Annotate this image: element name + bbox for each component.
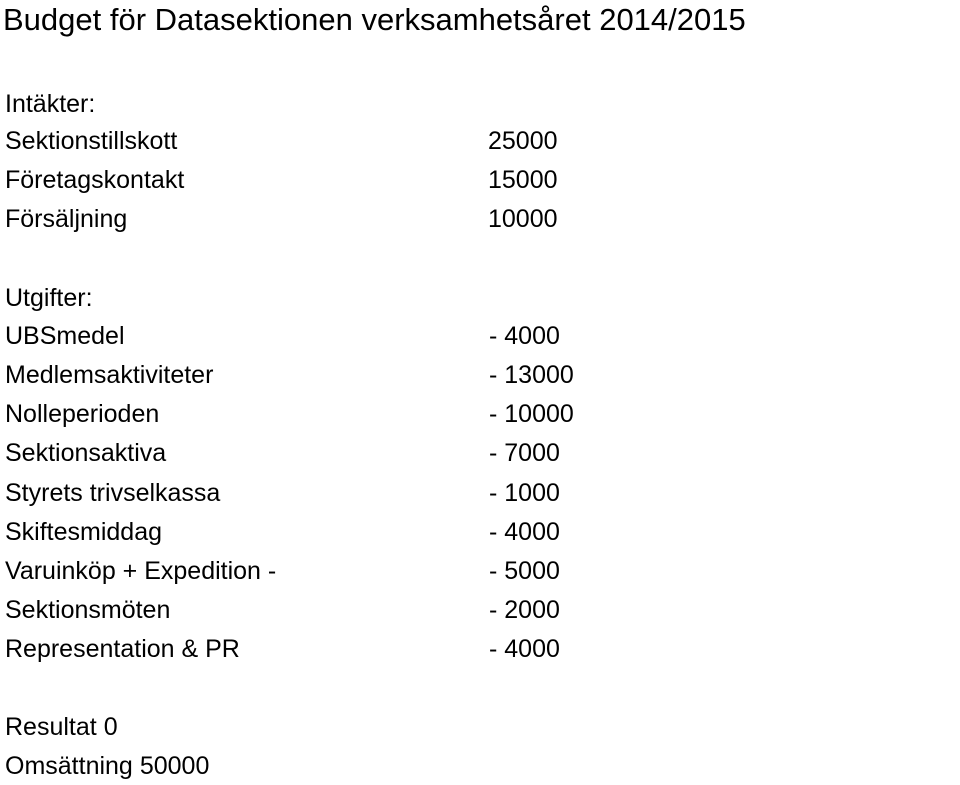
income-label: Försäljning	[5, 205, 128, 233]
expense-amount: - 4000	[489, 518, 560, 546]
expense-amount: - 13000	[489, 361, 574, 389]
expense-amount: - 4000	[489, 635, 560, 663]
expense-label: Medlemsaktiviteter	[5, 361, 214, 389]
expense-label: Skiftesmiddag	[5, 518, 163, 546]
income-heading: Intäkter:	[5, 90, 96, 118]
turnover-line	[5, 750, 209, 782]
result-label: Resultat	[5, 713, 97, 741]
expense-label: Varuinköp + Expedition -	[5, 557, 277, 585]
page-title: Budget för Datasektionen verksamhetsåret 2014/2015	[3, 2, 746, 37]
income-amount: 10000	[488, 205, 558, 233]
expense-amount: - 2000	[489, 596, 560, 624]
expense-label: Sektionsmöten	[5, 596, 171, 624]
income-amount: 25000	[488, 127, 558, 155]
expense-amount: - 5000	[489, 557, 560, 585]
income-label: Företagskontakt	[5, 166, 185, 194]
expense-label: Representation & PR	[5, 635, 240, 663]
expense-label: UBSmedel	[5, 322, 125, 350]
expense-amount: - 7000	[489, 439, 560, 467]
income-amount: 15000	[488, 166, 558, 194]
expense-amount: - 4000	[489, 322, 560, 350]
expense-label: Nolleperioden	[5, 400, 160, 428]
income-label: Sektionstillskott	[5, 127, 178, 155]
result-line	[5, 711, 118, 743]
expense-label: Styrets trivselkassa	[5, 479, 221, 507]
turnover-label: Omsättning	[5, 752, 133, 780]
expenses-heading: Utgifter:	[5, 284, 93, 312]
result-value: 0	[103, 713, 118, 741]
expense-amount: - 10000	[489, 400, 574, 428]
expense-amount: - 1000	[489, 479, 560, 507]
expense-label: Sektionsaktiva	[5, 439, 167, 467]
turnover-value: 50000	[139, 752, 210, 780]
